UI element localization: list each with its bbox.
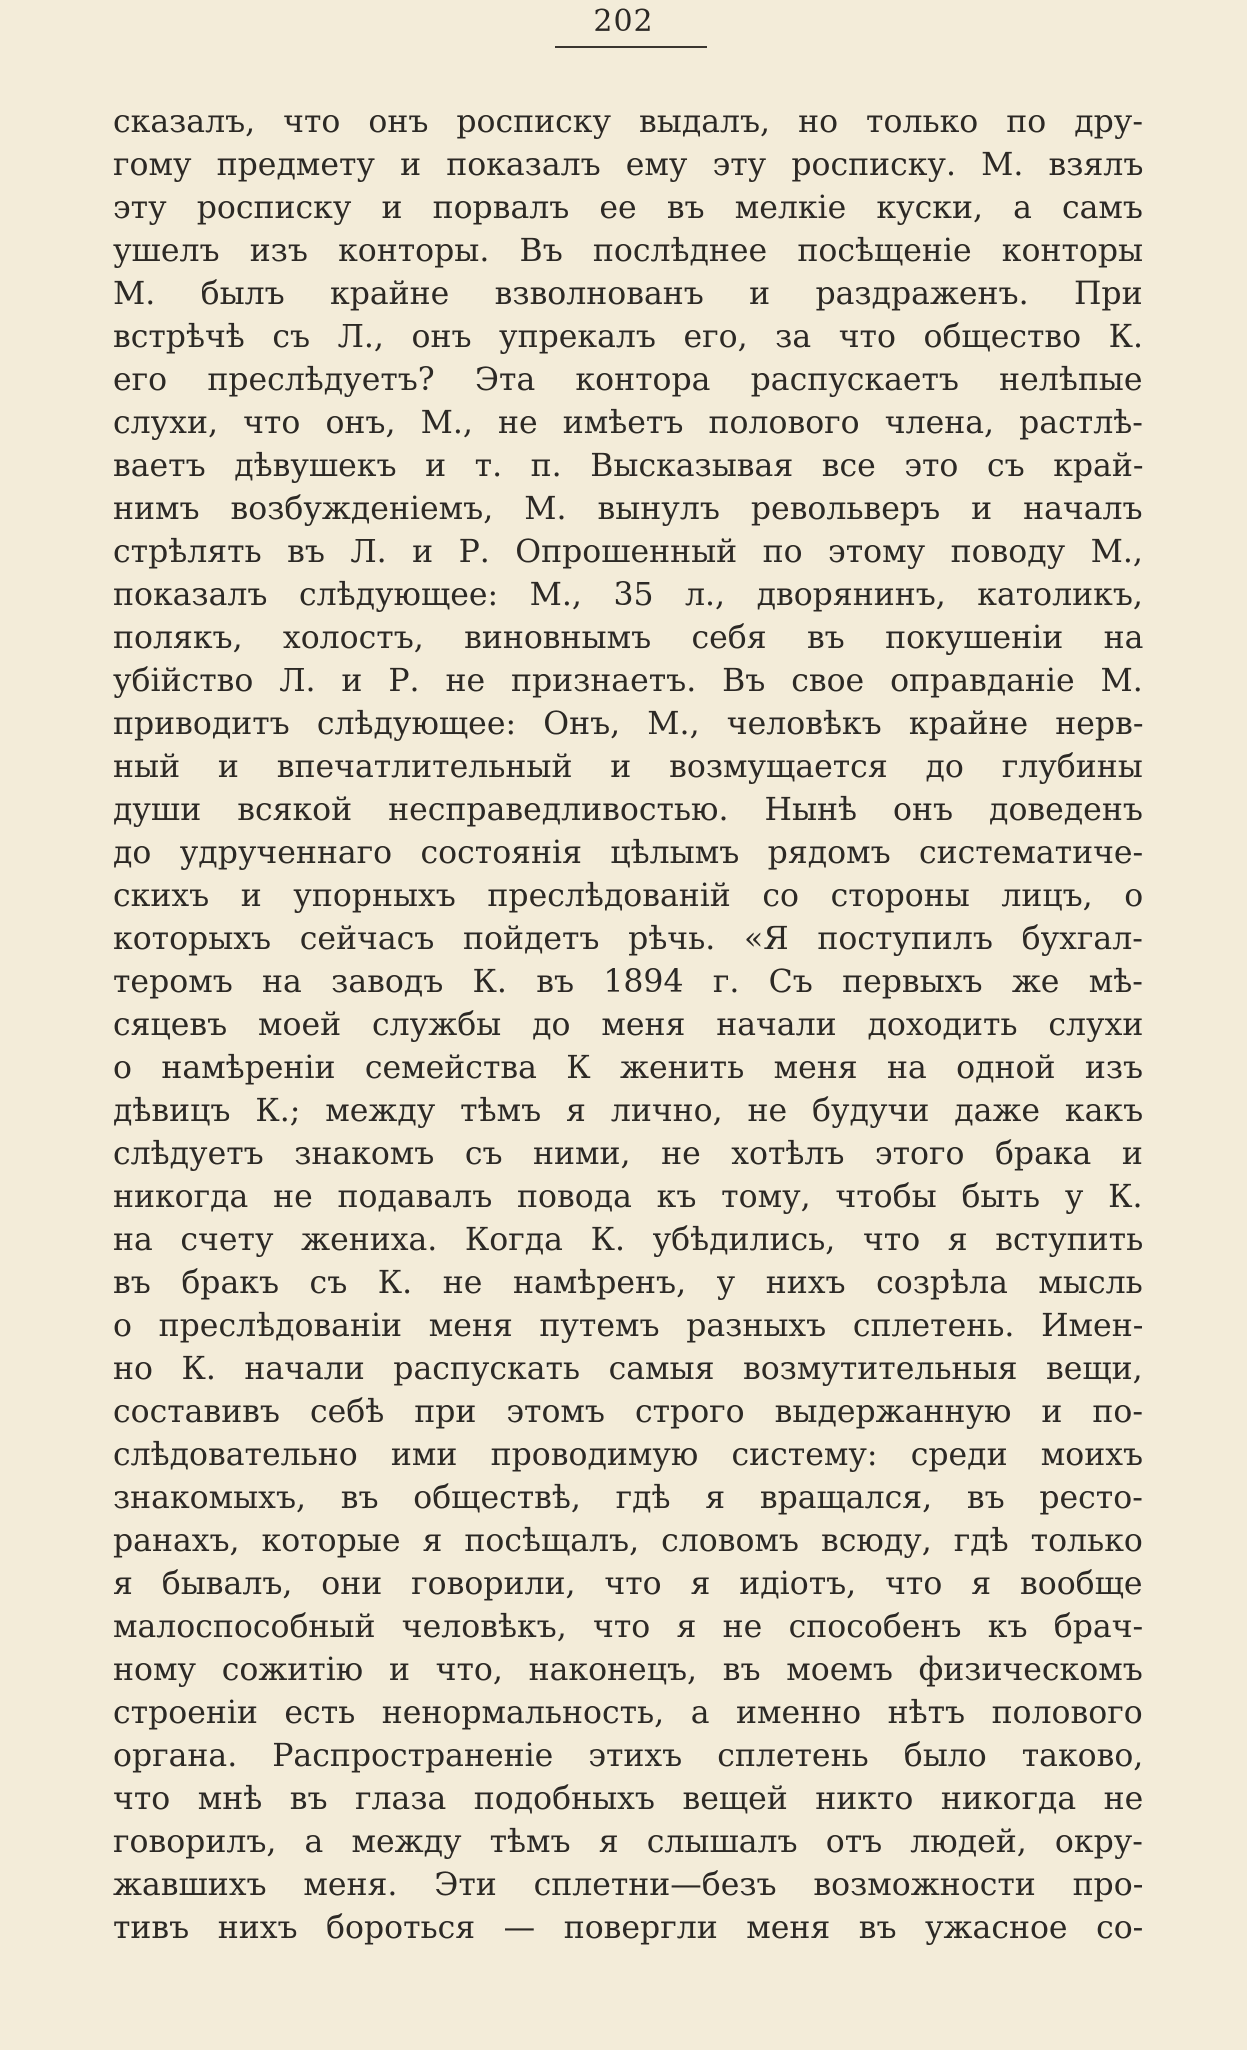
body-text	[113, 101, 1143, 1950]
text-line: малоспособный человѣкъ, что я не способенъ къ брач-	[113, 1609, 1144, 1645]
text-line: гому предмету и показалъ ему эту росписку. М. взялъ	[113, 147, 1144, 183]
text-line: въ бракъ съ К. не намѣренъ, у нихъ созрѣла мысль	[113, 1265, 1143, 1301]
text-line: ушелъ изъ конторы. Въ послѣднее посѣщеніе конторы	[113, 233, 1144, 269]
text-line: о преслѣдованіи меня путемъ разныхъ сплетень. Имен-	[113, 1308, 1144, 1344]
text-line: ранахъ, которые я посѣщалъ, словомъ всюду, гдѣ только	[113, 1523, 1143, 1559]
text-line: слухи, что онъ, М., не имѣетъ полового члена, растлѣ-	[113, 405, 1143, 441]
text-line: я бывалъ, они говорили, что я идіотъ, что я вообще	[113, 1566, 1143, 1602]
text-line: сяцевъ моей службы до меня начали доходить слухи	[113, 1007, 1144, 1043]
text-line: скихъ и упорныхъ преслѣдованій со стороны лицъ, о	[113, 878, 1144, 914]
text-line: органа. Распространеніе этихъ сплетень было таково,	[113, 1738, 1144, 1774]
text-line: тивъ нихъ бороться — повергли меня въ ужасное со-	[113, 1910, 1144, 1946]
text-line: слѣдуетъ знакомъ съ ними, не хотѣлъ этого брака и	[113, 1136, 1143, 1172]
text-line: души всякой несправедливостью. Нынѣ онъ доведенъ	[113, 792, 1143, 828]
text-line: нимъ возбужденіемъ, М. вынулъ револьверъ и началъ	[113, 491, 1143, 527]
text-line: строеніи есть ненормальность, а именно нѣтъ полового	[113, 1695, 1143, 1731]
text-line: полякъ, холостъ, виновнымъ себя въ покушеніи на	[113, 620, 1144, 656]
page-number: 202	[593, 4, 654, 39]
text-line: никогда не подавалъ повода къ тому, чтобы быть у К.	[113, 1179, 1143, 1215]
text-line: до удрученнаго состоянія цѣлымъ рядомъ систематиче-	[113, 835, 1144, 871]
text-line: говорилъ, а между тѣмъ я слышалъ отъ людей, окру-	[113, 1824, 1143, 1860]
text-line: составивъ себѣ при этомъ строго выдержанную и по-	[113, 1394, 1143, 1430]
text-line: что мнѣ въ глаза подобныхъ вещей никто никогда не	[113, 1781, 1144, 1817]
text-line: приводитъ слѣдующее: Онъ, М., человѣкъ крайне нерв-	[113, 706, 1144, 742]
text-line: ному сожитію и что, наконецъ, въ моемъ физическомъ	[113, 1652, 1143, 1688]
text-line: встрѣчѣ съ Л., онъ упрекалъ его, за что общество К.	[113, 319, 1144, 355]
text-line: сказалъ, что онъ росписку выдалъ, но только по дру-	[113, 104, 1143, 140]
text-line: жавшихъ меня. Эти сплетни—безъ возможности про-	[113, 1867, 1144, 1903]
header-rule	[555, 46, 707, 48]
text-line: стрѣлять въ Л. и Р. Опрошенный по этому поводу М.,	[113, 534, 1143, 570]
text-line: которыхъ сейчасъ пойдетъ рѣчь. «Я поступилъ бухгал-	[113, 921, 1143, 957]
text-line: о намѣреніи семейства К женить меня на одной изъ	[113, 1050, 1144, 1086]
text-line: М. былъ крайне взволнованъ и раздраженъ. При	[113, 276, 1143, 312]
text-line: его преслѣдуетъ? Эта контора распускаетъ нелѣпые	[113, 362, 1143, 398]
text-line: на счету жениха. Когда К. убѣдились, что я вступить	[113, 1222, 1144, 1258]
text-line: но К. начали распускать самыя возмутительныя вещи,	[113, 1351, 1143, 1387]
text-line: эту росписку и порвалъ ее въ мелкіе куски, а самъ	[113, 190, 1143, 226]
text-line: убійство Л. и Р. не признаетъ. Въ свое оправданіе М.	[113, 663, 1143, 699]
text-line: знакомыхъ, въ обществѣ, гдѣ я вращался, въ ресто-	[113, 1480, 1143, 1516]
text-line: дѣвицъ К.; между тѣмъ я лично, не будучи даже какъ	[113, 1093, 1144, 1129]
text-line: теромъ на заводъ К. въ 1894 г. Съ первыхъ же мѣ-	[113, 964, 1143, 1000]
text-line: ваетъ дѣвушекъ и т. п. Высказывая все это съ край-	[113, 448, 1144, 484]
text-line: показалъ слѣдующее: М., 35 л., дворянинъ, католикъ,	[113, 577, 1143, 613]
text-line: ный и впечатлительный и возмущается до глубины	[113, 749, 1143, 785]
text-line: слѣдовательно ими проводимую систему: среди моихъ	[113, 1437, 1144, 1473]
